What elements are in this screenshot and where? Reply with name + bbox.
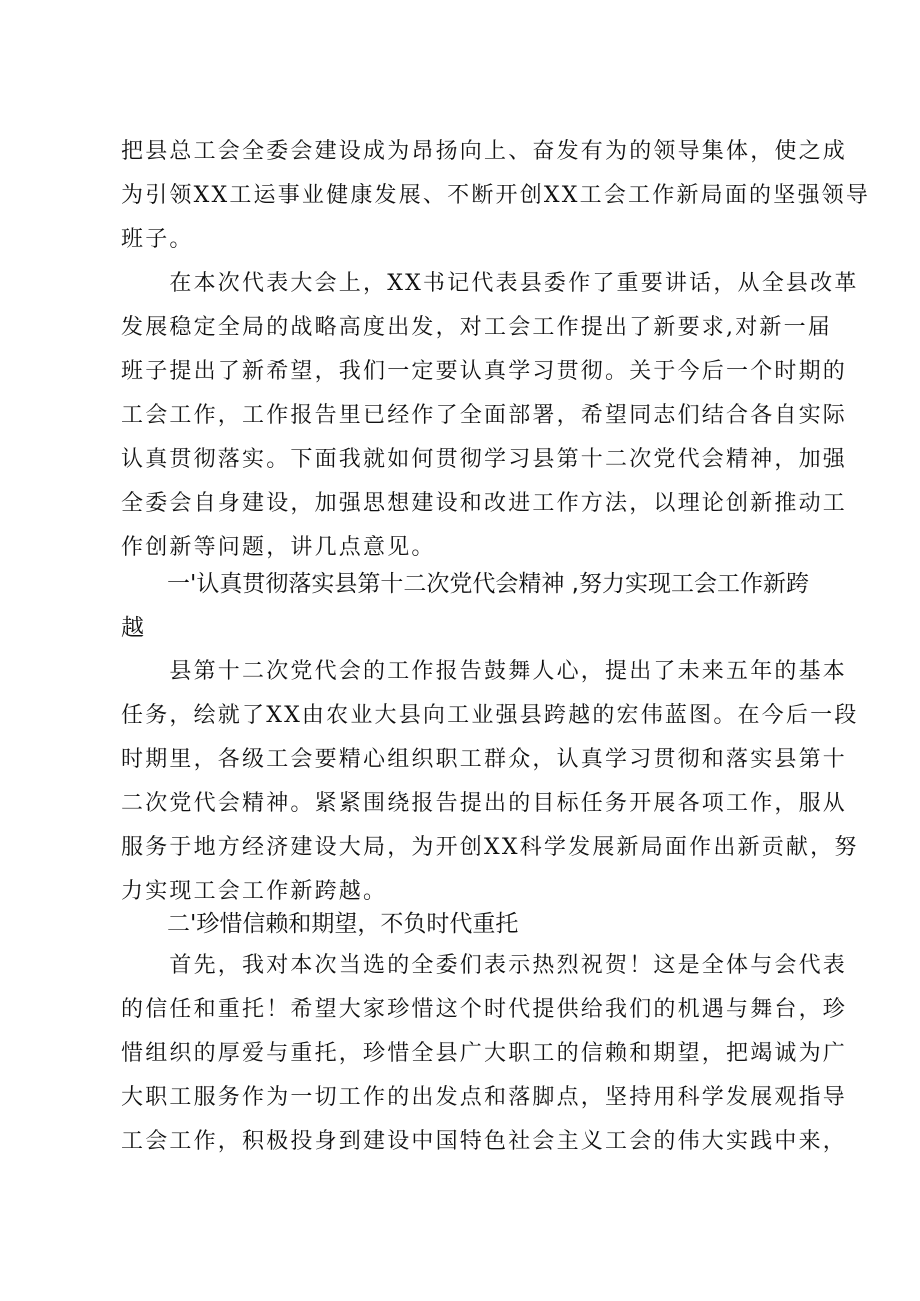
paragraph-line: 为引领XX工运事业健康发展、不断开创XX工会工作新局面的坚强领导: [121, 183, 871, 208]
paragraph-3: [121, 650, 859, 914]
paragraph-line: 力实现工会工作新跨越。: [121, 879, 388, 904]
paragraph-line: 首先，我对本次当选的全委们表示热烈祝贺！这是全体与会代表: [121, 953, 848, 978]
paragraph-line: 工会工作，积极投身到建设中国特色社会主义工会的伟大实践中来，: [121, 1129, 848, 1154]
paragraph-2: [121, 262, 859, 570]
paragraph-line: 在本次代表大会上，XX书记代表县委作了重要讲话，从全县改革: [121, 271, 859, 296]
paragraph-4: [121, 944, 848, 1164]
paragraph-line: 把县总工会全委会建设成为昂扬向上、奋发有为的领导集体，使之成: [121, 139, 848, 164]
paragraph-line: 任务，绘就了XX由农业大县向工业强县跨越的宏伟蓝图。在今后一段: [121, 703, 859, 728]
section-heading-1: [121, 562, 821, 650]
section-heading-2: [121, 902, 821, 946]
paragraph-1: [121, 130, 871, 262]
paragraph-line: 发展稳定全局的战略高度出发，对工会工作提出了新要求,对新一届: [121, 315, 832, 340]
paragraph-line: 作创新等问题，讲几点意见。: [121, 535, 436, 560]
paragraph-line: 时期里，各级工会要精心组织职工群众，认真学习贯彻和落实县第十: [121, 747, 848, 772]
paragraph-line: 班子提出了新希望，我们一定要认真学习贯彻。关于今后一个时期的: [121, 359, 848, 384]
paragraph-line: 县第十二次党代会的工作报告鼓舞人心，提出了未来五年的基本: [121, 659, 848, 684]
paragraph-line: 服务于地方经济建设大局，为开创XX科学发展新局面作出新贡献，努: [121, 835, 859, 860]
paragraph-line: 全委会自身建设，加强思想建设和改进工作方法，以理论创新推动工: [121, 491, 848, 516]
heading-line: 一'认真贯彻落实县第十二次党代会精神 ,努力实现工会工作新跨: [121, 571, 809, 597]
paragraph-line: 的信任和重托！希望大家珍惜这个时代提供给我们的机遇与舞台，珍: [121, 997, 848, 1022]
paragraph-line: 惜组织的厚爱与重托，珍惜全县广大职工的信赖和期望，把竭诚为广: [121, 1041, 848, 1066]
paragraph-line: 班子。: [121, 227, 194, 252]
paragraph-line: 大职工服务作为一切工作的出发点和落脚点，坚持用科学发展观指导: [121, 1085, 848, 1110]
heading-line: 二'珍惜信赖和期望，不负时代重托: [121, 911, 519, 937]
heading-line: 越: [121, 615, 144, 641]
paragraph-line: 二次党代会精神。紧紧围绕报告提出的目标任务开展各项工作，服从: [121, 791, 848, 816]
paragraph-line: 认真贯彻落实。下面我就如何贯彻学习县第十二次党代会精神，加强: [121, 447, 848, 472]
paragraph-line: 工会工作，工作报告里已经作了全面部署，希望同志们结合各自实际: [121, 403, 848, 428]
